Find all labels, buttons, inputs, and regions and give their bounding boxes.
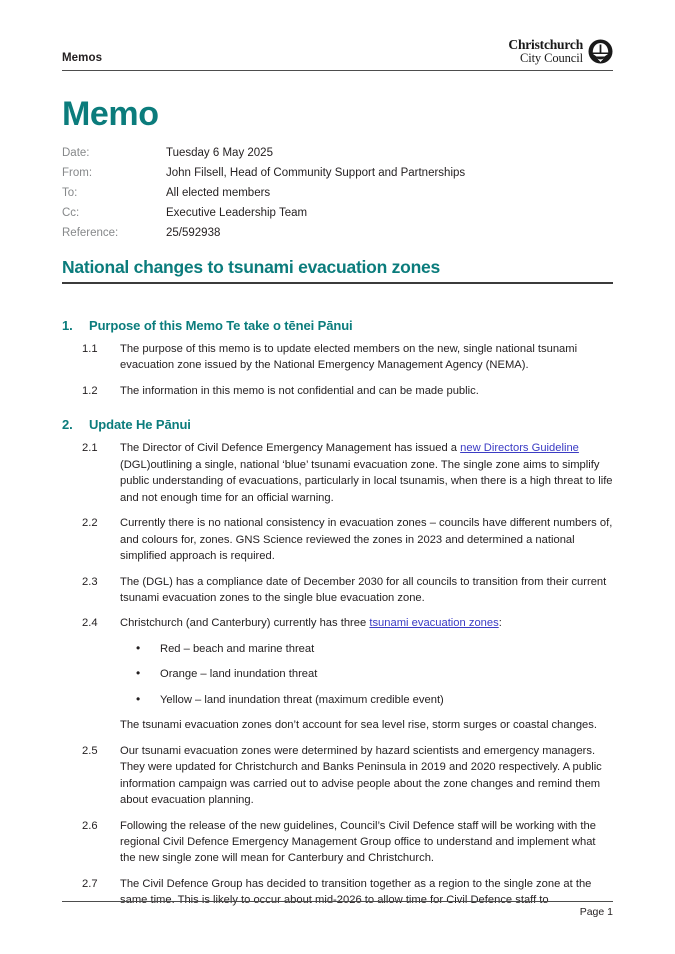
memo-metadata-table bbox=[62, 147, 613, 247]
paragraph-text: The (DGL) has a compliance date of December 2030 for all councils to transition from their current tsunami evacuation zones to the single blue evacuation zone. bbox=[120, 575, 607, 604]
metadata-row-to bbox=[62, 187, 613, 207]
paragraph-text-tail: (DGL)outlining a single, national ‘blue’ tsunami evacuation zone. The single zone aims to simplify public understanding of evacuations, particularly in local tsunamis, when there is a high threat to life and not enough time for an official warning. bbox=[120, 458, 613, 504]
section-heading-update bbox=[62, 417, 613, 432]
header-document-type: Memos bbox=[62, 51, 103, 64]
paragraph-number: 2.5 bbox=[82, 744, 98, 757]
paragraph-text: The information in this memo is not confidential and can be made public. bbox=[120, 384, 479, 397]
section-title: Update He Pānui bbox=[89, 417, 191, 433]
paragraph-text: Currently there is no national consistency in evacuation zones – councils have different numbers of, and colours for, zones. GNS Science reviewed the zones in 2023 and determined a national simplified approach is required. bbox=[120, 517, 613, 563]
metadata-row-from bbox=[62, 167, 613, 187]
subject-divider bbox=[62, 282, 613, 284]
link-new-directors-guideline[interactable]: new Directors Guideline bbox=[460, 442, 579, 455]
paragraph-text: Following the release of the new guidelines, Council’s Civil Defence staff will be working with the regional Civil Defence Emergency Management Group office to understand and implement what the new single zone will mean for Canterbury and Christchurch. bbox=[120, 819, 596, 865]
metadata-row-date bbox=[62, 147, 613, 167]
council-logo-line-2: City Council bbox=[519, 51, 583, 66]
link-tsunami-evacuation-zones[interactable]: tsunami evacuation zones bbox=[369, 617, 499, 630]
paragraph-number: 2.2 bbox=[82, 517, 98, 530]
memo-title: Memo bbox=[62, 95, 159, 133]
metadata-row-reference bbox=[62, 227, 613, 247]
paragraph-number: 2.1 bbox=[82, 442, 98, 455]
metadata-row-cc bbox=[62, 207, 613, 227]
paragraph-1-1 bbox=[62, 341, 613, 374]
paragraph-2-3 bbox=[62, 574, 613, 607]
section-number: 1. bbox=[62, 318, 73, 333]
paragraph-1-2 bbox=[62, 383, 613, 399]
metadata-value-to: All elected members bbox=[166, 187, 271, 199]
paragraph-text: The purpose of this memo is to update elected members on the new, single national tsunami evacuation zone issued by the National Emergency Management Agency (NEMA). bbox=[120, 343, 578, 372]
christchurch-city-council-emblem-icon bbox=[588, 39, 613, 64]
paragraph-2-1 bbox=[62, 440, 613, 506]
memo-subject-heading: National changes to tsunami evacuation zones bbox=[62, 257, 440, 277]
list-item: • Red – beach and marine threat bbox=[120, 641, 613, 657]
section-number: 2. bbox=[62, 417, 73, 433]
paragraph-number: 1.2 bbox=[82, 384, 98, 397]
paragraph-number: 2.7 bbox=[82, 877, 98, 890]
document-footer bbox=[62, 901, 613, 918]
paragraph-text: The Civil Defence Group has decided to transition together as a region to the single zone at the same time. This is likely to occur about mid-2026 to allow time for Civil Defence staff to bbox=[120, 877, 592, 907]
list-item: • Yellow – land inundation threat (maximum credible event) bbox=[120, 692, 613, 708]
page-number: Page 1 bbox=[579, 906, 613, 918]
metadata-label-cc: Cc: bbox=[62, 207, 80, 219]
metadata-label-reference: Reference: bbox=[62, 227, 119, 239]
metadata-value-cc: Executive Leadership Team bbox=[166, 207, 308, 219]
council-logo-line-1: Christchurch bbox=[508, 37, 583, 53]
paragraph-text-lead: The Director of Civil Defence Emergency Management has issued a bbox=[120, 442, 461, 455]
document-header bbox=[62, 0, 613, 66]
paragraph-text-lead: Christchurch (and Canterbury) currently has three bbox=[120, 617, 370, 630]
metadata-label-to: To: bbox=[62, 187, 78, 199]
paragraph-number: 1.1 bbox=[82, 343, 98, 355]
paragraph-2-2 bbox=[62, 515, 613, 564]
paragraph-text bbox=[120, 615, 613, 631]
paragraph-text bbox=[120, 440, 613, 506]
list-item: • Orange – land inundation threat bbox=[120, 666, 613, 682]
metadata-value-reference: 25/592938 bbox=[166, 227, 221, 239]
council-logo bbox=[508, 38, 613, 66]
footer-divider bbox=[62, 901, 613, 902]
section-heading-purpose bbox=[62, 318, 613, 333]
paragraph-text: Our tsunami evacuation zones were determined by hazard scientists and emergency managers. They were updated for Christchurch and Banks Peninsula in 2019 and 2020 respectively. A public information campaign was carried out to advise people about the zone changes and remind them about evacuation planning. bbox=[120, 744, 602, 807]
tsunami-zone-note: The tsunami evacuation zones don’t account for sea level rise, storm surges or coastal changes. bbox=[120, 719, 597, 732]
paragraph-text-tail: : bbox=[498, 617, 502, 630]
paragraph-2-6 bbox=[62, 818, 613, 867]
paragraph-number: 2.3 bbox=[82, 575, 98, 588]
metadata-value-from: John Filsell, Head of Community Support and Partnerships bbox=[166, 167, 466, 179]
tsunami-zone-list bbox=[62, 641, 613, 708]
metadata-value-date: Tuesday 6 May 2025 bbox=[166, 147, 273, 159]
council-logo-wordmark bbox=[508, 38, 583, 65]
header-divider bbox=[62, 70, 613, 71]
metadata-label-from: From: bbox=[62, 167, 93, 179]
paragraph-2-5 bbox=[62, 743, 613, 809]
metadata-label-date: Date: bbox=[62, 147, 90, 159]
section-title: Purpose of this Memo Te take o tēnei Pānui bbox=[89, 318, 353, 333]
paragraph-number: 2.4 bbox=[82, 617, 98, 630]
paragraph-number: 2.6 bbox=[82, 819, 98, 832]
paragraph-2-4 bbox=[62, 615, 613, 631]
